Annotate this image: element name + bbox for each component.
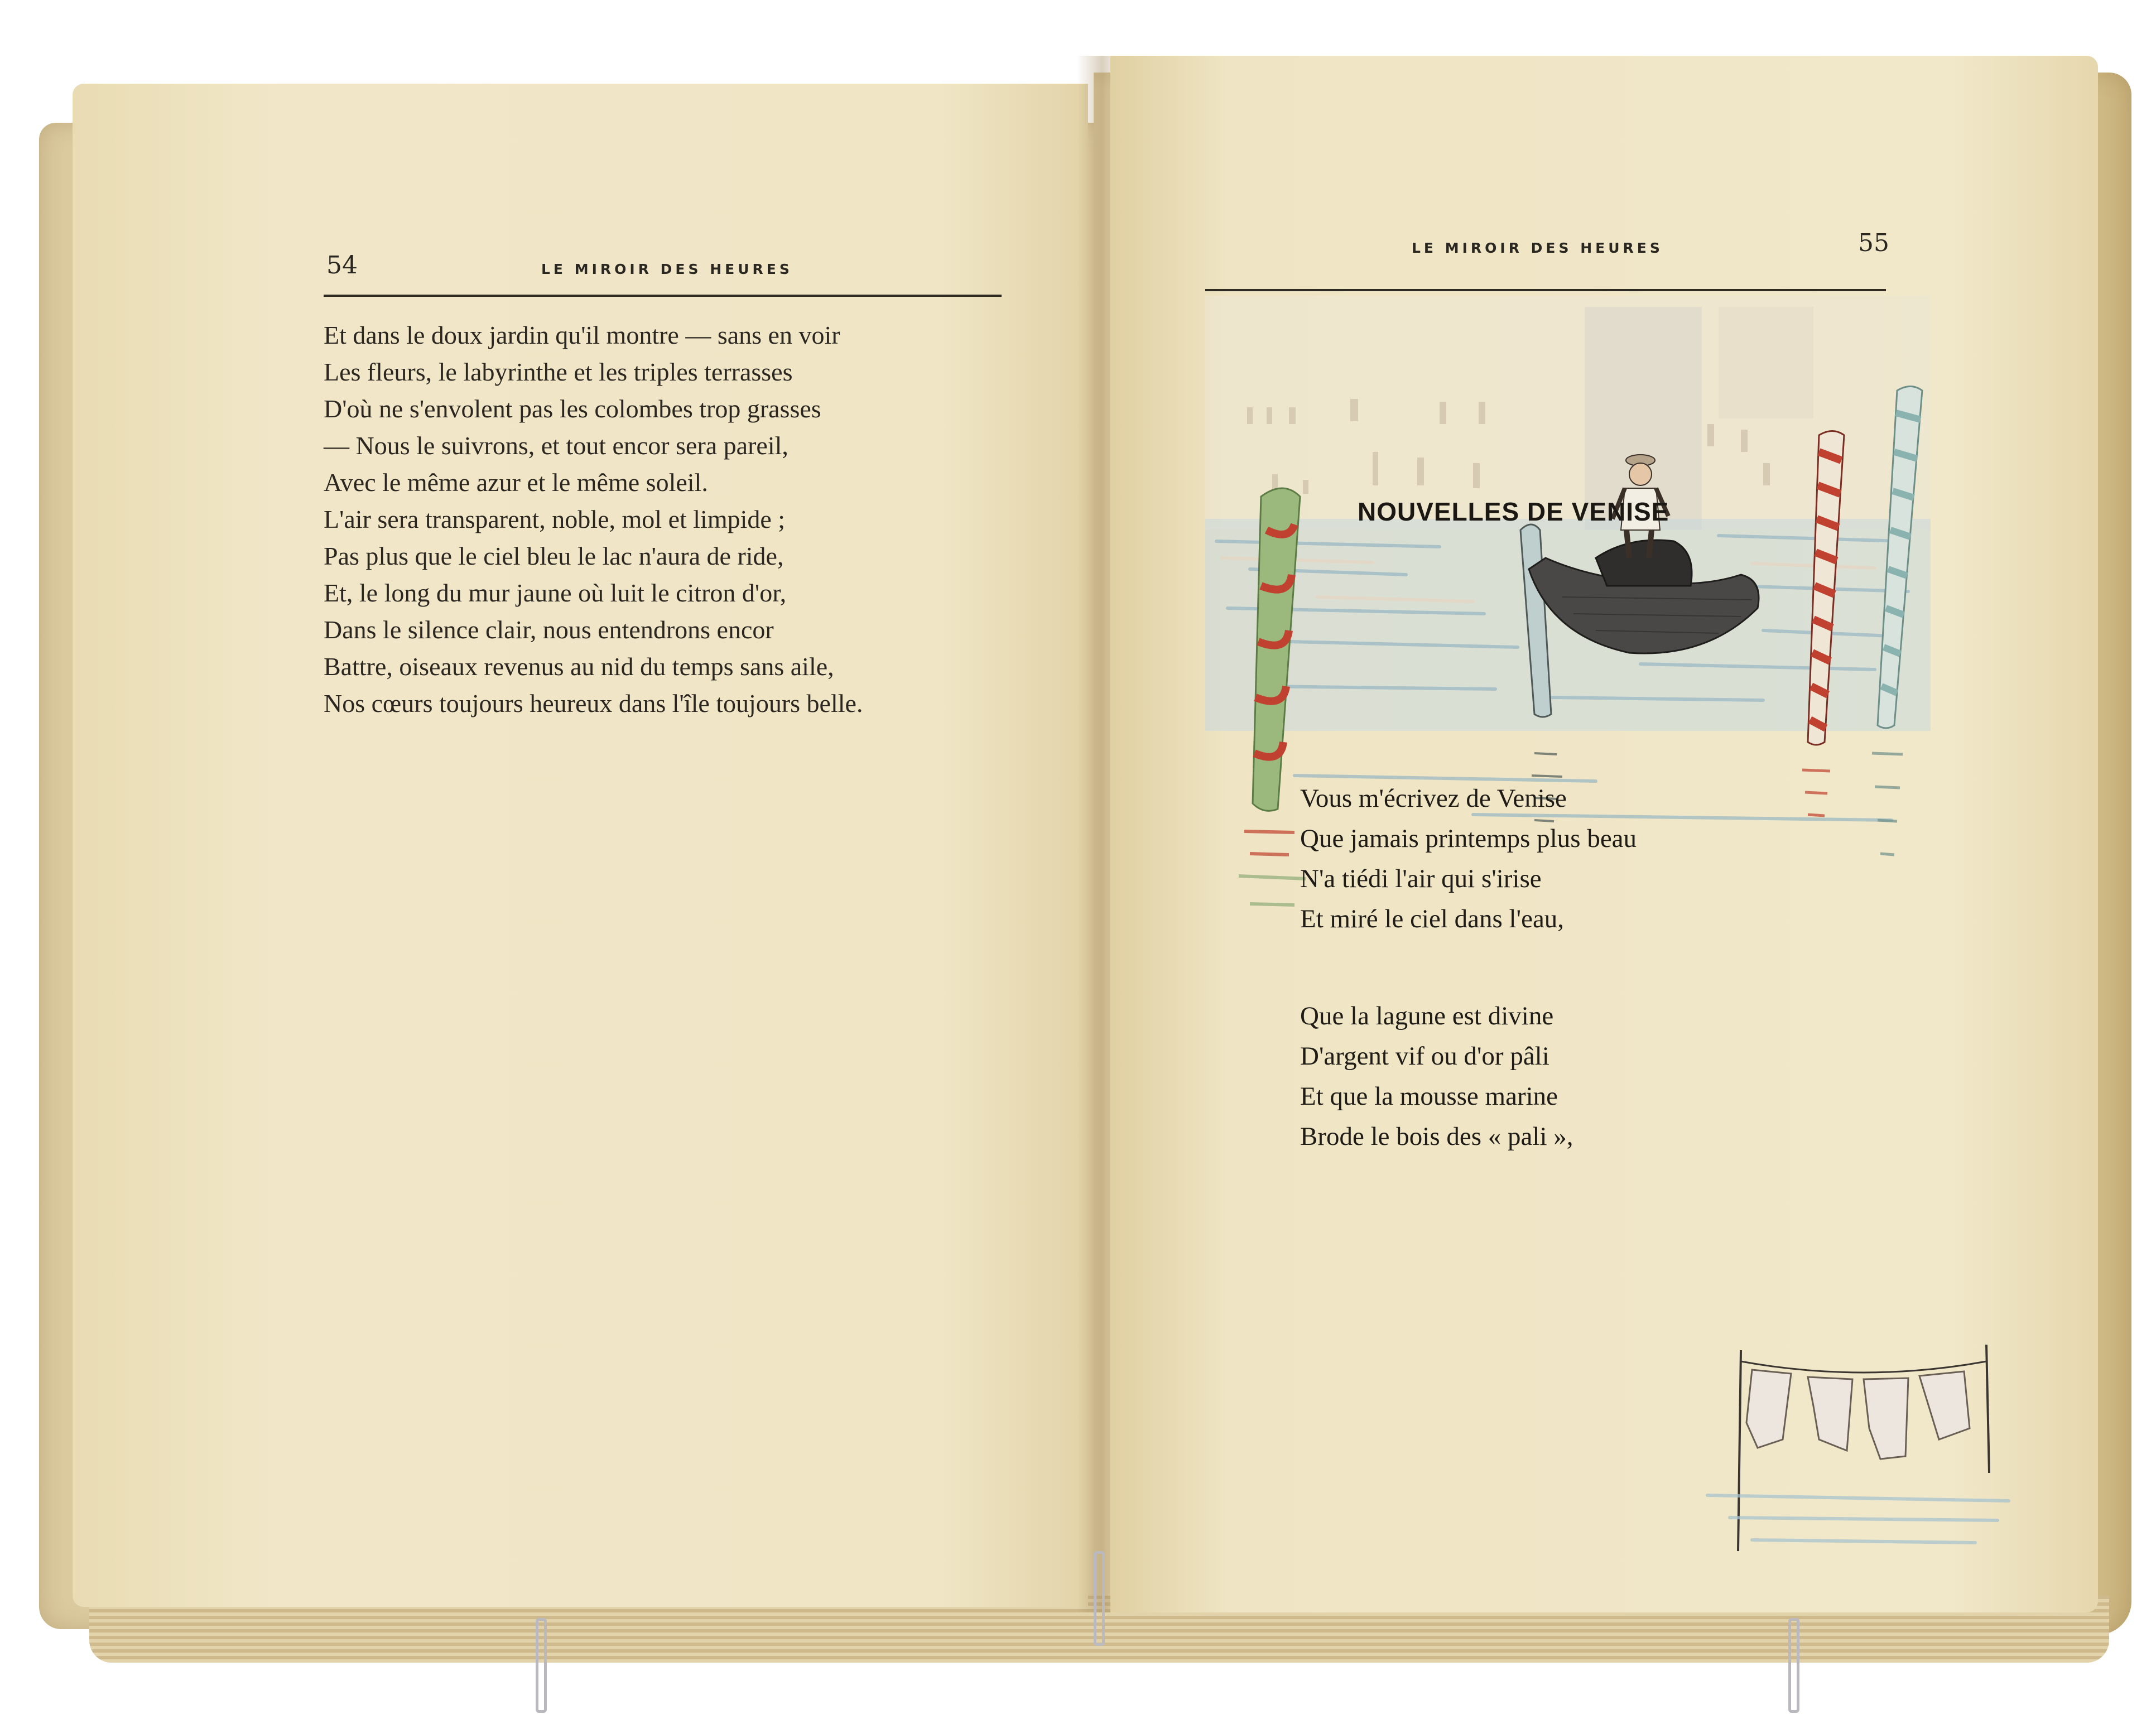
verse-line: Que jamais printemps plus beau: [1300, 824, 1637, 853]
verse-line: Pas plus que le ciel bleu le lac n'aura de ride,: [324, 542, 784, 570]
verse-line: Et miré le ciel dans l'eau,: [1300, 904, 1565, 933]
right-verse-stanza-1: [1300, 778, 1637, 939]
right-page: [1110, 56, 2098, 1612]
verse-line: Vous m'écrivez de Venise: [1300, 784, 1567, 813]
verse-line: D'argent vif ou d'or pâli: [1300, 1042, 1549, 1071]
laundry-vignette-illustration: [1685, 1328, 2020, 1562]
verse-line: Dans le silence clair, nous entendrons encor: [324, 615, 774, 644]
verse-line: Que la lagune est divine: [1300, 1001, 1554, 1031]
left-page: [73, 84, 1088, 1607]
left-verse: [324, 317, 863, 722]
verse-line: Les fleurs, le labyrinthe et les triples terrasses: [324, 358, 793, 386]
verse-line: Et dans le doux jardin qu'il montre — sans en voir: [324, 321, 840, 349]
right-verse-stanza-2: [1300, 996, 1573, 1157]
right-page-number: 55: [1858, 229, 1889, 257]
left-running-title: LE MIROIR DES HEURES: [541, 261, 793, 277]
poem-title: NOUVELLES DE VENISE: [1358, 497, 1669, 526]
verse-line: N'a tiédi l'air qui s'irise: [1300, 864, 1542, 893]
verse-line: Avec le même azur et le même soleil.: [324, 468, 708, 497]
verse-line: — Nous le suivrons, et tout encor sera pareil,: [324, 431, 788, 460]
verse-line: Et que la mousse marine: [1300, 1082, 1558, 1111]
verse-line: Brode le bois des « pali »,: [1300, 1122, 1573, 1151]
verse-line: Et, le long du mur jaune où luit le citron d'or,: [324, 579, 787, 607]
right-running-title: LE MIROIR DES HEURES: [1412, 240, 1663, 256]
book-holder-clip-center: [1094, 1551, 1105, 1646]
left-page-number: 54: [326, 251, 358, 280]
verse-line: Battre, oiseaux revenus au nid du temps sans aile,: [324, 652, 834, 681]
verse-line: D'où ne s'envolent pas les colombes trop grasses: [324, 394, 821, 423]
book-holder-clip-left: [536, 1618, 547, 1713]
verse-line: L'air sera transparent, noble, mol et limpide ;: [324, 505, 786, 533]
book-holder-clip-right: [1788, 1618, 1799, 1713]
right-header-rule: [1205, 289, 1886, 291]
verse-line: Nos cœurs toujours heureux dans l'île toujours belle.: [324, 689, 863, 718]
left-header-rule: [324, 295, 1002, 297]
